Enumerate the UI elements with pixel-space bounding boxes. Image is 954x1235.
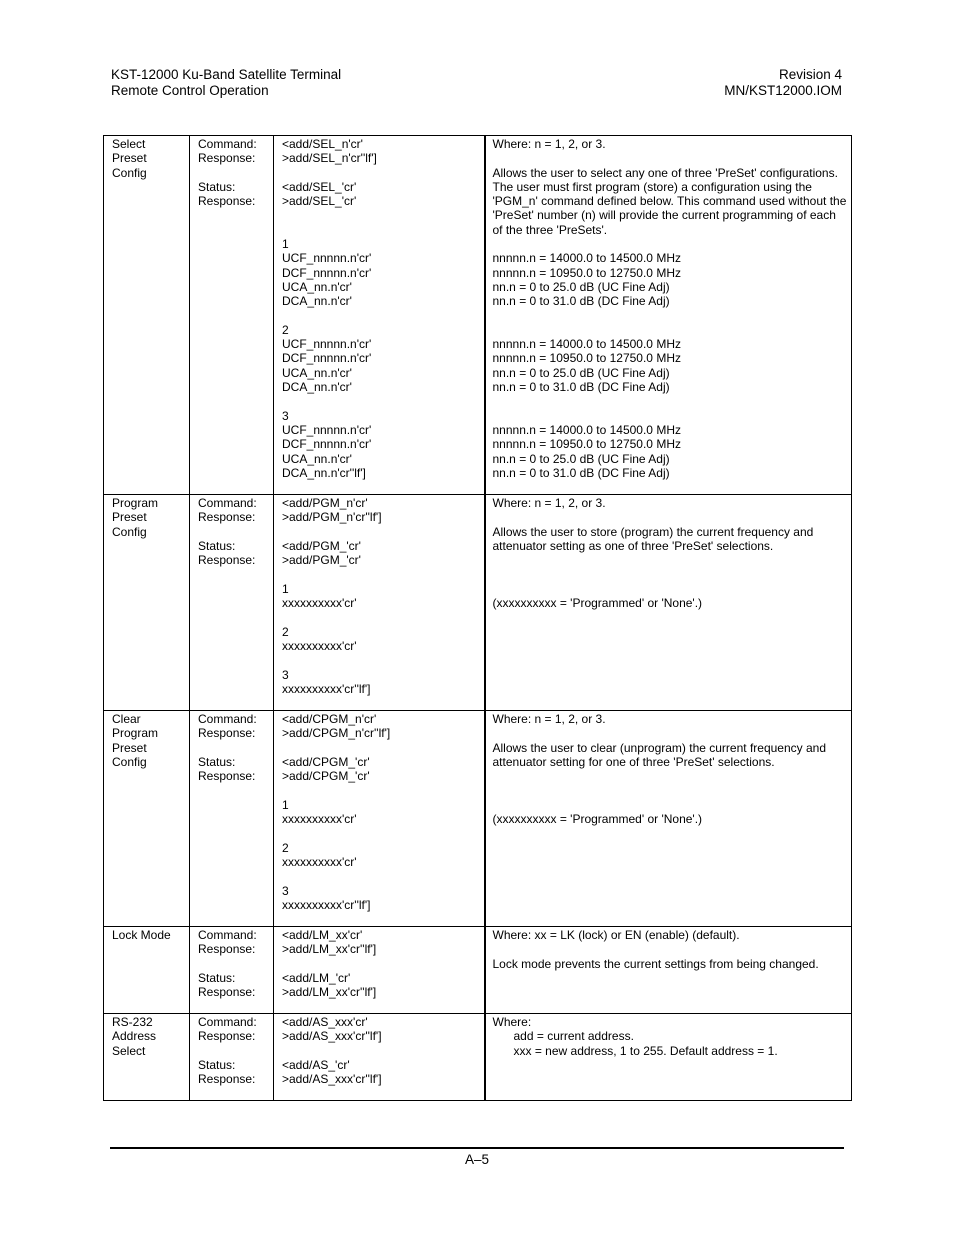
command-syntax: <add/PGM_n'cr' >add/PGM_n'cr''lf'] <add/PGM_'cr' >add/PGM_'cr' 1 xxxxxxxxxx'cr' 2 xxxxxxxxxx'cr' 3 xxxxxxxxxx'cr''lf'] [274, 495, 485, 711]
command-labels: Command: Response: Status: Response: [190, 927, 274, 1014]
command-labels: Command: Response: Status: Response: [190, 495, 274, 711]
command-description: Where: n = 1, 2, or 3. Allows the user to store (program) the current frequency and attenuator setting as one of three 'PreSet' selections. (xxxxxxxxxx = 'Programmed' or 'None'.) [485, 495, 852, 711]
header-right [724, 67, 842, 99]
doc-number: MN/KST12000.IOM [724, 83, 842, 98]
doc-section: Remote Control Operation [111, 83, 269, 98]
command-syntax: <add/AS_xxx'cr' >add/AS_xxx'cr''lf'] <add/AS_'cr' >add/AS_xxx'cr''lf'] [274, 1014, 485, 1101]
table-row-lock-mode [104, 927, 852, 1014]
parameter-name: Program Preset Config [104, 495, 190, 711]
parameter-name: RS-232 Address Select [104, 1014, 190, 1101]
parameter-name: Lock Mode [104, 927, 190, 1014]
parameter-name: Clear Program Preset Config [104, 711, 190, 927]
command-description: Where: n = 1, 2, or 3. Allows the user to clear (unprogram) the current frequency and attenuator setting for one of three 'PreSet' selections. (xxxxxxxxxx = 'Programmed' or 'None'.) [485, 711, 852, 927]
doc-title: KST-12000 Ku-Band Satellite Terminal [111, 67, 342, 82]
command-description: Where: n = 1, 2, or 3. Allows the user to select any one of three 'PreSet' configurations. The user must first program (store) a configuration using the 'PGM_n' command defined below. This command used without the 'PreSet' number (n) will provide the current programming of each of the three 'PreSets'. nnnnn.n = 14000.0 to 14500.0 MHz nnnnn.n = 10950.0 to 12750.0 MHz nn.n = 0 to 25.0 dB (UC Fine Adj) nn.n = 0 to 31.0 dB (DC Fine Adj) nnnnn.n = 14000.0 to 14500.0 MHz nnnnn.n = 10950.0 to 12750.0 MHz nn.n = 0 to 25.0 dB (UC Fine Adj) nn.n = 0 to 31.0 dB (DC Fine Adj) nnnnn.n = 14000.0 to 14500.0 MHz nnnnn.n = 10950.0 to 12750.0 MHz nn.n = 0 to 25.0 dB (UC Fine Adj) nn.n = 0 to 31.0 dB (DC Fine Adj) [485, 136, 852, 495]
description-definitions: add = current address. xxx = new address, 1 to 255. Default address = 1. [513, 1029, 778, 1058]
table-row-rs232-address [104, 1014, 852, 1101]
parameter-name: Select Preset Config [104, 136, 190, 495]
command-syntax: <add/LM_xx'cr' >add/LM_xx'cr''lf'] <add/LM_'cr' >add/LM_xx'cr''lf'] [274, 927, 485, 1014]
header-left [111, 67, 341, 99]
command-labels: Command: Response: Status: Response: [190, 136, 274, 495]
command-description [485, 1014, 852, 1101]
command-syntax: <add/CPGM_n'cr' >add/CPGM_n'cr''lf'] <add/CPGM_'cr' >add/CPGM_'cr' 1 xxxxxxxxxx'cr' 2 xxxxxxxxxx'cr' 3 xxxxxxxxxx'cr''lf'] [274, 711, 485, 927]
table-row-program-preset [104, 495, 852, 711]
command-labels: Command: Response: Status: Response: [190, 711, 274, 927]
table-row-clear-program-preset [104, 711, 852, 927]
description-where: Where: [492, 1015, 532, 1029]
page-number: A–5 [464, 1152, 490, 1167]
footer-rule [110, 1147, 844, 1149]
command-description: Where: xx = LK (lock) or EN (enable) (default). Lock mode prevents the current settings from being changed. [485, 927, 852, 1014]
command-syntax: <add/SEL_n'cr' >add/SEL_n'cr''lf'] <add/SEL_'cr' >add/SEL_'cr' 1 UCF_nnnnn.n'cr' DCF_nnnnn.n'cr' UCA_nn.n'cr' DCA_nn.n'cr' 2 UCF_nnnnn.n'cr' DCF_nnnnn.n'cr' UCA_nn.n'cr' DCA_nn.n'cr' 3 UCF_nnnnn.n'cr' DCF_nnnnn.n'cr' UCA_nn.n'cr' DCA_nn.n'cr''lf'] [274, 136, 485, 495]
table-row-select-preset [104, 136, 852, 495]
revision: Revision 4 [778, 67, 842, 82]
command-table [103, 135, 852, 1101]
command-labels: Command: Response: Status: Response: [190, 1014, 274, 1101]
